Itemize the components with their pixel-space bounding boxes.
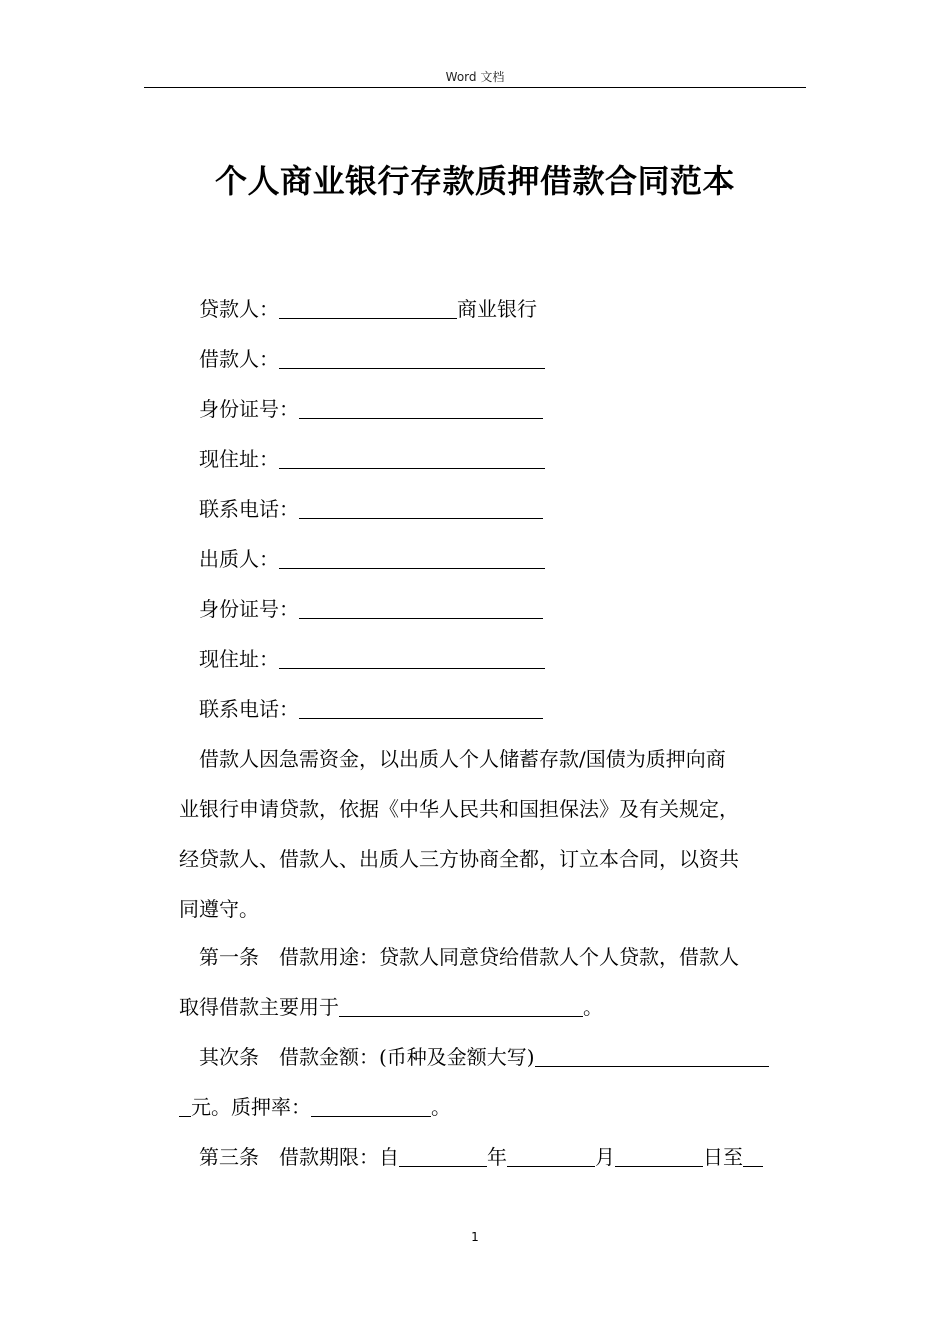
article3-prefix: 第三条 借款期限：自 — [199, 1145, 399, 1169]
lender-suffix: 商业银行 — [457, 297, 537, 321]
article2-amount-blank-cont — [179, 1094, 191, 1117]
intro-line-1: 借款人因急需资金，以出质人个人储蓄存款/国债为质押向商 — [199, 747, 726, 771]
pledgor-label: 出质人： — [199, 547, 279, 571]
article2-rate-blank — [311, 1094, 431, 1117]
document-title: 个人商业银行存款质押借款合同范本 — [214, 162, 735, 200]
article2-amount-prefix: 其次条 借款金额：(币种及金额大写) — [199, 1045, 535, 1069]
article3-line-1 — [199, 1142, 763, 1172]
article3-end-blank — [743, 1144, 763, 1167]
borrower-id-row — [199, 394, 543, 424]
lender-row — [199, 294, 537, 324]
lender-blank — [279, 296, 457, 319]
borrower-row — [199, 344, 545, 374]
article3-month-label: 月 — [595, 1145, 615, 1169]
page-header-text: Word 文档 — [445, 70, 505, 84]
article1-line-2 — [179, 992, 603, 1022]
article1-purpose-prefix: 取得借款主要用于 — [179, 995, 339, 1019]
article3-day-to-label: 日至 — [703, 1145, 743, 1169]
pledgor-phone-blank — [299, 696, 543, 719]
borrower-id-label: 身份证号： — [199, 397, 299, 421]
intro-line-3: 经贷款人、借款人、出质人三方协商全都，订立本合同，以资共 — [179, 847, 739, 871]
borrower-address-blank — [279, 446, 545, 469]
header-divider — [144, 87, 806, 88]
article3-day-blank — [615, 1144, 703, 1167]
borrower-id-blank — [299, 396, 543, 419]
borrower-phone-label: 联系电话： — [199, 497, 299, 521]
pledgor-address-row — [199, 644, 545, 674]
article2-line-1 — [199, 1042, 769, 1072]
intro-line-4: 同遵守。 — [179, 897, 259, 921]
article1-purpose-suffix: 。 — [583, 995, 603, 1019]
borrower-address-row — [199, 444, 545, 474]
lender-label: 贷款人： — [199, 297, 279, 321]
borrower-address-label: 现住址： — [199, 447, 279, 471]
article2-rate-suffix: 。 — [431, 1095, 451, 1119]
pledgor-id-label: 身份证号： — [199, 597, 299, 621]
pledgor-id-row — [199, 594, 543, 624]
article2-line-2 — [179, 1092, 451, 1122]
article2-rate-label: 元。质押率： — [191, 1095, 311, 1119]
pledgor-blank — [279, 546, 545, 569]
borrower-label: 借款人： — [199, 347, 279, 371]
article1-line-1: 第一条 借款用途：贷款人同意贷给借款人个人贷款，借款人 — [199, 945, 739, 969]
pledgor-phone-row — [199, 694, 543, 724]
article2-amount-blank — [535, 1044, 769, 1067]
borrower-blank — [279, 346, 545, 369]
borrower-phone-blank — [299, 496, 543, 519]
intro-line-2: 业银行申请贷款，依据《中华人民共和国担保法》及有关规定， — [179, 797, 739, 821]
article3-month-blank — [507, 1144, 595, 1167]
borrower-phone-row — [199, 494, 543, 524]
page-number: 1 — [471, 1230, 479, 1244]
pledgor-address-label: 现住址： — [199, 647, 279, 671]
article1-purpose-blank — [339, 994, 583, 1017]
pledgor-row — [199, 544, 545, 574]
article3-year-label: 年 — [487, 1145, 507, 1169]
article3-year-blank — [399, 1144, 487, 1167]
pledgor-phone-label: 联系电话： — [199, 697, 299, 721]
pledgor-address-blank — [279, 646, 545, 669]
pledgor-id-blank — [299, 596, 543, 619]
